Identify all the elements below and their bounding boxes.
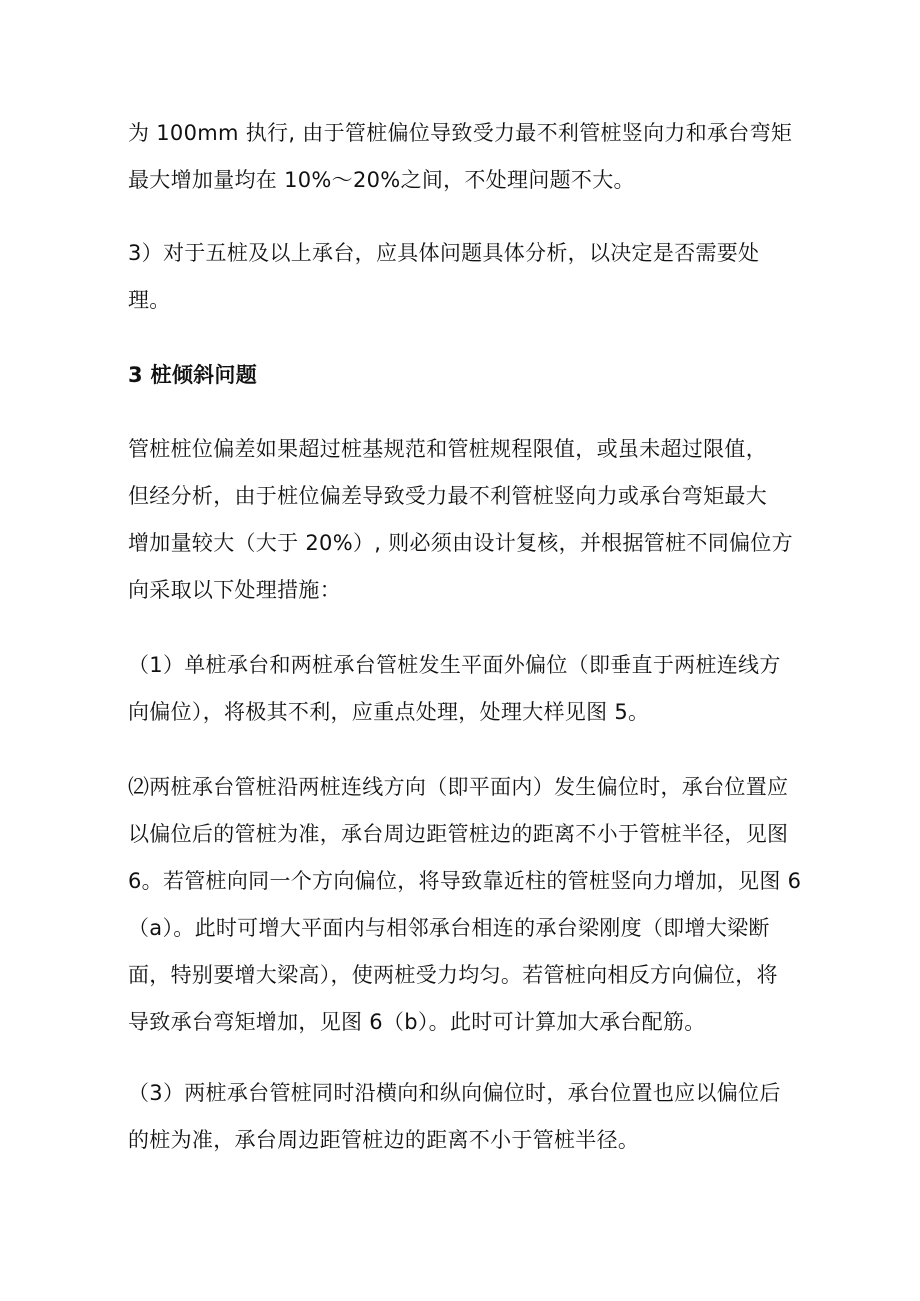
text-line: 向偏位），将极其不利，应重点处理，处理大样见图 5。: [128, 700, 650, 724]
text-line: 最大增加量均在 10%～20%之间，不处理问题不大。: [128, 168, 635, 192]
paragraph-item-2: [128, 764, 808, 1046]
text-line: 管桩桩位偏差如果超过桩基规范和管桩规程限值，或虽未超过限值，: [128, 437, 767, 461]
text-line: （a）。此时可增大平面内与相邻承台相连的承台梁刚度（即增大梁断: [128, 916, 770, 940]
text-line: 的桩为准，承台周边距管桩边的距离不小于管桩半径。: [128, 1128, 640, 1152]
paragraph-eccentricity-conclusion: [128, 110, 808, 204]
section-heading-text: 3 桩倾斜问题: [128, 363, 258, 387]
text-line: 理。: [128, 288, 171, 312]
paragraph-deviation-treatment: [128, 426, 808, 614]
text-line: 以偏位后的管桩为准，承台周边距管桩边的距离不小于管桩半径，见图: [128, 822, 789, 846]
paragraph-item-1: [128, 642, 808, 736]
text-line: （1）单桩承台和两桩承台管桩发生平面外偏位（即垂直于两桩连线方: [128, 653, 781, 677]
paragraph-five-pile-caps: [128, 230, 808, 324]
text-line: 为 100mm 执行, 由于管桩偏位导致受力最不利管桩竖向力和承台弯矩: [128, 121, 793, 145]
text-line: 增加量较大（大于 20%）, 则必须由设计复核，并根据管桩不同偏位方: [128, 531, 793, 555]
text-line: （3）两桩承台管桩同时沿横向和纵向偏位时，承台位置也应以偏位后: [128, 1081, 781, 1105]
text-line: 向采取以下处理措施：: [128, 578, 341, 602]
text-line: ⑵两桩承台管桩沿两桩连线方向（即平面内）发生偏位时，承台位置应: [128, 775, 789, 799]
text-line: 面，特别要增大梁高），使两桩受力均匀。若管桩向相反方向偏位，将: [128, 963, 778, 987]
text-line: 3）对于五桩及以上承台，应具体问题具体分析，以决定是否需要处: [128, 241, 760, 265]
text-line: 导致承台弯矩增加，见图 6（b）。此时可计算加大承台配筋。: [128, 1010, 706, 1034]
text-line: 但经分析，由于桩位偏差导致受力最不利管桩竖向力或承台弯矩最大: [128, 484, 767, 508]
paragraph-item-3: [128, 1070, 808, 1164]
text-line: 6。若管桩向同一个方向偏位，将导致靠近柱的管桩竖向力增加，见图 6: [128, 869, 802, 893]
section-heading-pile-inclination: [128, 352, 808, 399]
